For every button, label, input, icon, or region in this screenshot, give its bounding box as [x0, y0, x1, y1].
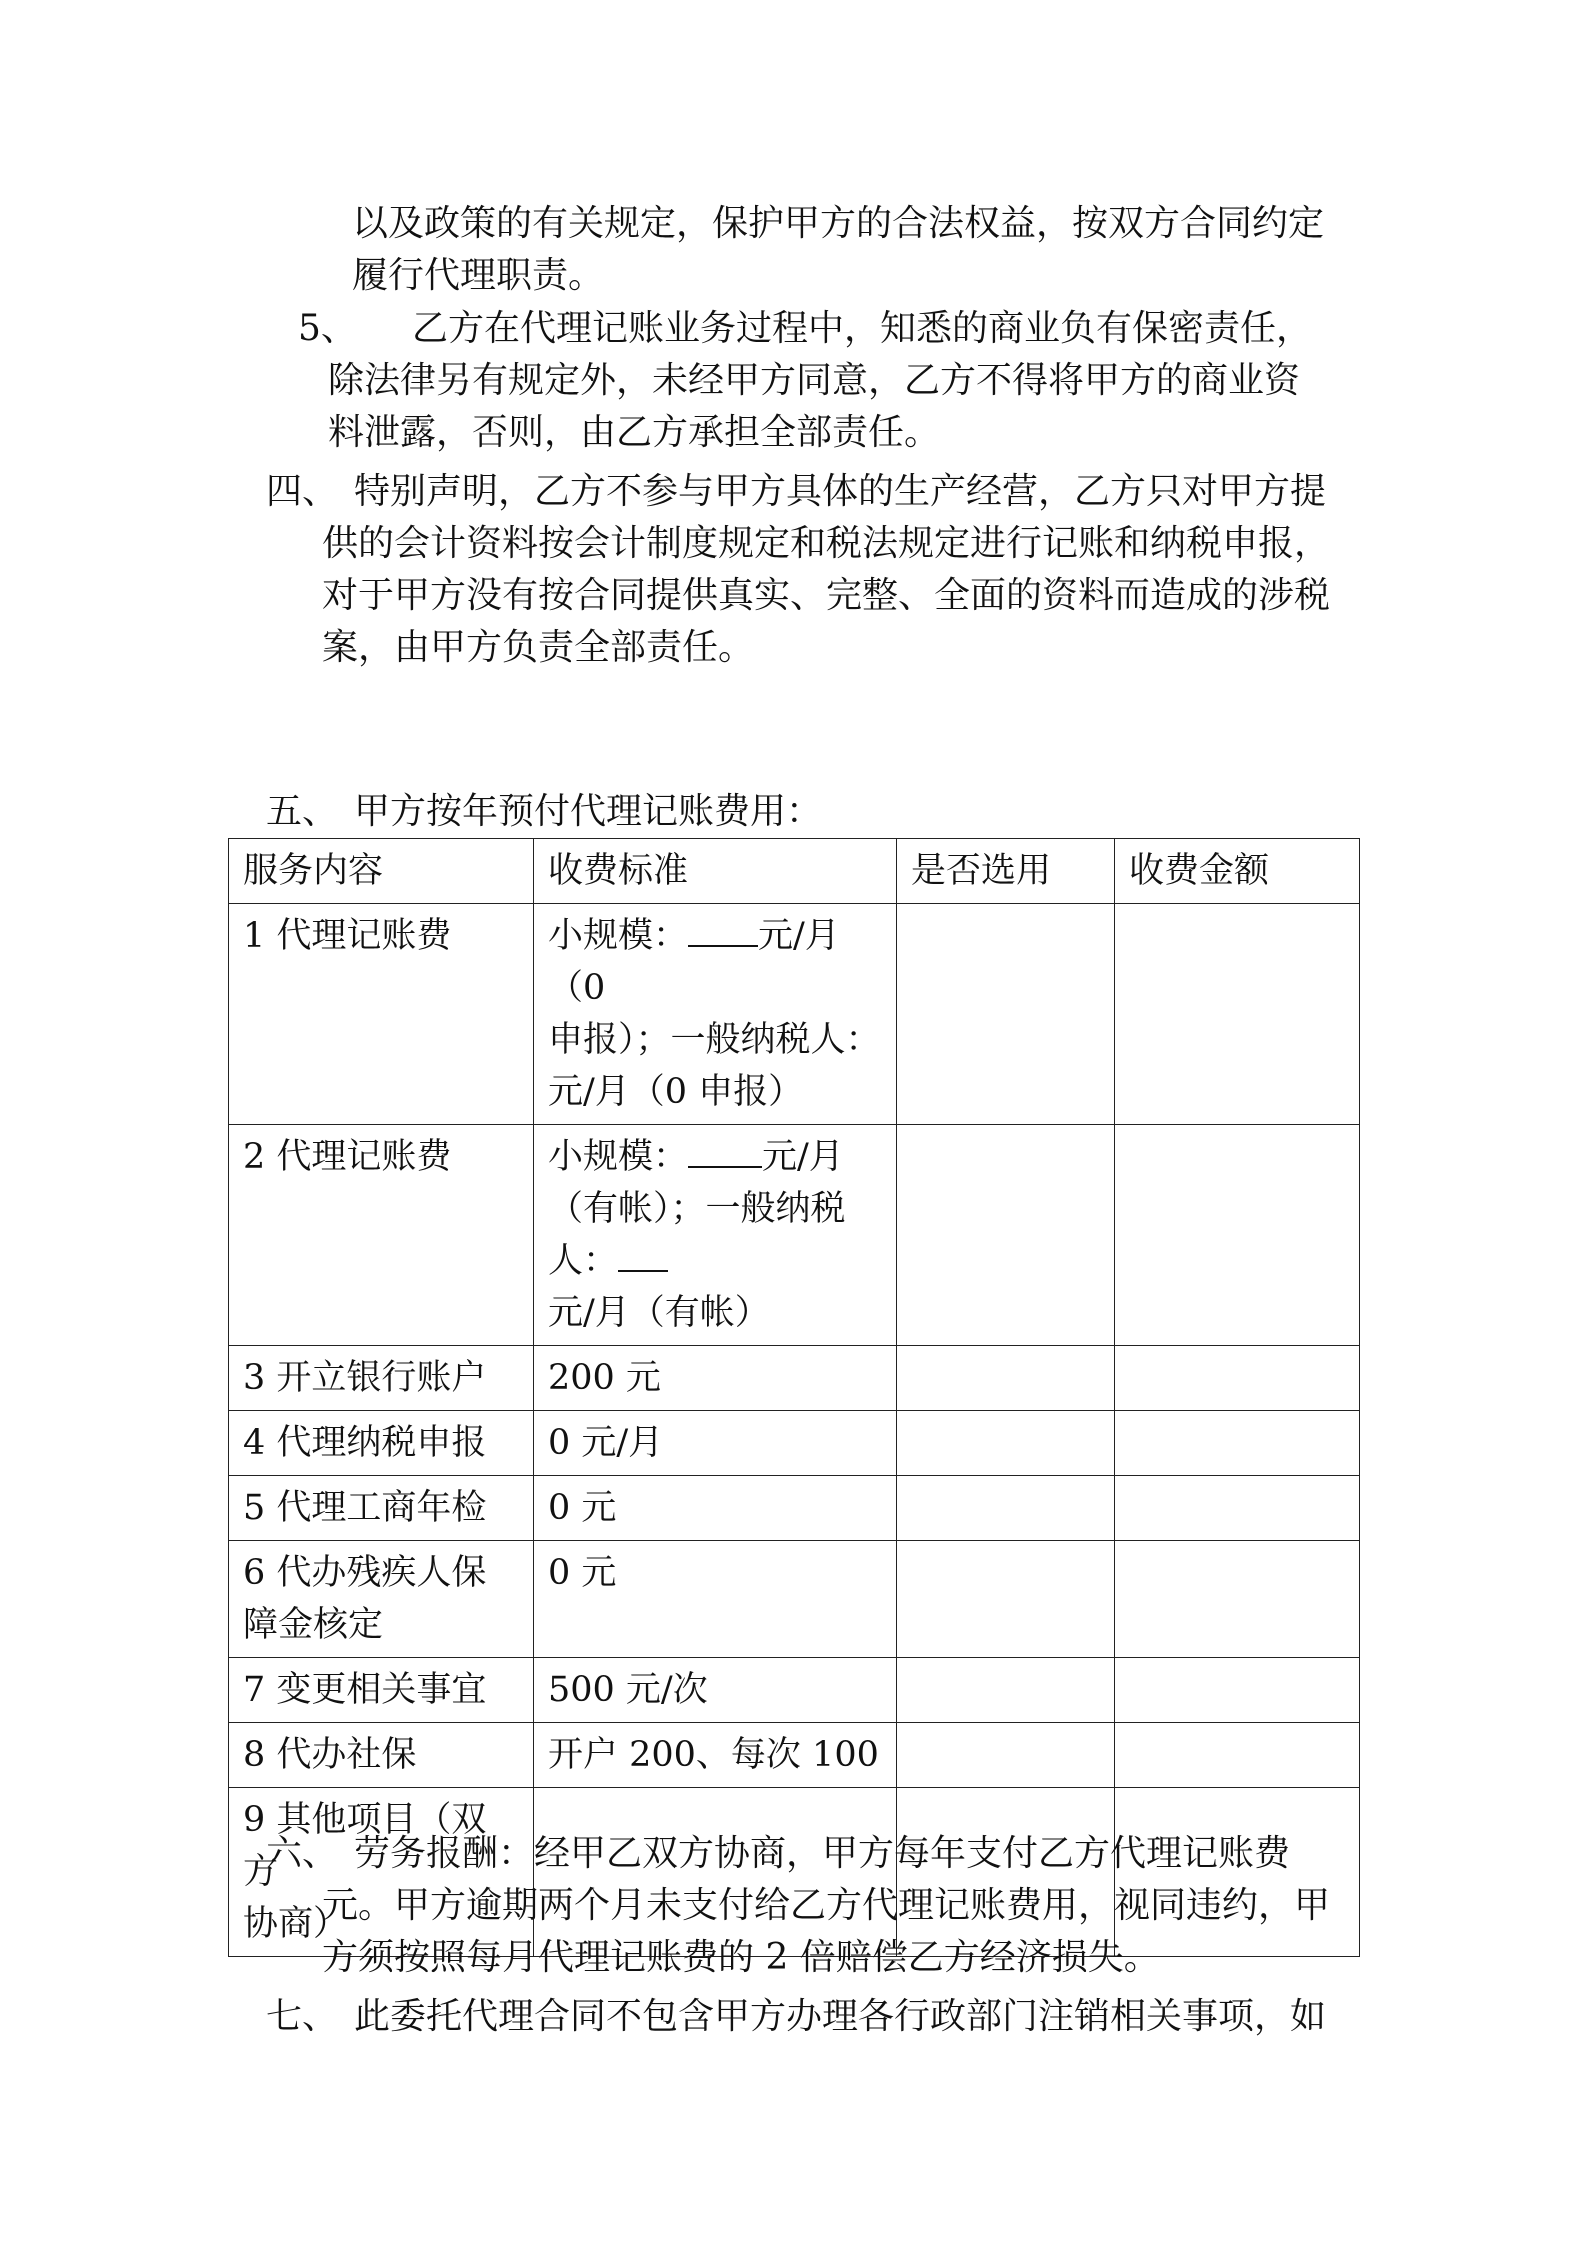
- cell-amount[interactable]: [1115, 1541, 1360, 1658]
- section7-line1: 此委托代理合同不包含甲方办理各行政部门注销相关事项，如: [354, 1996, 1327, 2037]
- item5-number: 5、: [298, 308, 357, 349]
- cell-amount[interactable]: [1115, 1411, 1360, 1476]
- cell-standard: 500 元/次: [534, 1658, 897, 1723]
- cell-service: 5 代理工商年检: [229, 1476, 534, 1541]
- cell-selected[interactable]: [897, 1125, 1115, 1346]
- cell-selected[interactable]: [897, 904, 1115, 1125]
- section6-line2: 元。甲方逾期两个月未支付给乙方代理记账费用，视同违约，甲: [322, 1885, 1331, 1926]
- header-service: 服务内容: [229, 839, 534, 904]
- item5-line1: 乙方在代理记账业务过程中，知悉的商业负有保密责任，: [412, 308, 1313, 349]
- cell-amount[interactable]: [1115, 1476, 1360, 1541]
- cell-service: 4 代理纳税申报: [229, 1411, 534, 1476]
- cell-standard: 0 元: [534, 1476, 897, 1541]
- table-row: [229, 904, 1360, 1125]
- section6-line1: 劳务报酬：经甲乙双方协商，甲方每年支付乙方代理记账费: [354, 1833, 1291, 1874]
- section4-line4: 案，由甲方负责全部责任。: [322, 627, 755, 668]
- service-text: 9 其他项目（双方: [243, 1800, 487, 1892]
- section4-line1: 特别声明，乙方不参与甲方具体的生产经营，乙方只对甲方提: [354, 471, 1327, 512]
- section6-number: 六、: [266, 1833, 339, 1874]
- cell-service: 3 开立银行账户: [229, 1346, 534, 1411]
- standard-text: 小规模：: [548, 916, 689, 956]
- cell-selected[interactable]: [897, 1658, 1115, 1723]
- cell-standard: 0 元/月: [534, 1411, 897, 1476]
- para4-cont-line1: 以及政策的有关规定，保护甲方的合法权益，按双方合同约定: [352, 203, 1325, 244]
- cell-standard: [534, 904, 897, 1125]
- table-row: [229, 1658, 1360, 1723]
- cell-amount[interactable]: [1115, 1658, 1360, 1723]
- cell-service: 8 代办社保: [229, 1723, 534, 1788]
- cell-amount[interactable]: [1115, 904, 1360, 1125]
- cell-service: 7 变更相关事宜: [229, 1658, 534, 1723]
- section4-line2: 供的会计资料按会计制度规定和税法规定进行记账和纳税申报，: [322, 523, 1331, 564]
- table-row: [229, 1476, 1360, 1541]
- standard-text: （有帐）；一般纳税: [548, 1189, 846, 1229]
- service-text: 6 代办残疾人保: [243, 1553, 487, 1593]
- header-amount: 收费金额: [1115, 839, 1360, 904]
- blank-underline: [688, 1134, 762, 1168]
- cell-selected[interactable]: [897, 1346, 1115, 1411]
- table-header-row: [229, 839, 1360, 904]
- cell-selected[interactable]: [897, 1541, 1115, 1658]
- cell-selected[interactable]: [897, 1476, 1115, 1541]
- standard-text: 元/月（0 申报）: [548, 1072, 804, 1112]
- fee-table: [228, 838, 1360, 1957]
- standard-text: 人：: [548, 1241, 619, 1281]
- standard-text: 元/月（0: [548, 916, 840, 1008]
- cell-standard: 0 元: [534, 1541, 897, 1658]
- cell-amount[interactable]: [1115, 1723, 1360, 1788]
- header-standard: 收费标准: [534, 839, 897, 904]
- item5-line3: 料泄露，否则，由乙方承担全部责任。: [328, 412, 941, 453]
- section6-line3: 方须按照每月代理记账费的 2 倍赔偿乙方经济损失。: [322, 1937, 1160, 1978]
- section5-number: 五、: [266, 791, 339, 832]
- section7-number: 七、: [266, 1996, 339, 2037]
- service-text: 障金核定: [243, 1605, 384, 1645]
- cell-amount[interactable]: [1115, 1346, 1360, 1411]
- standard-text: 申报）；一般纳税人：: [548, 1020, 881, 1060]
- cell-service: [229, 1541, 534, 1658]
- section4-line3: 对于甲方没有按合同提供真实、完整、全面的资料而造成的涉税: [322, 575, 1331, 616]
- cell-standard: 开户 200、每次 100: [534, 1723, 897, 1788]
- cell-selected[interactable]: [897, 1723, 1115, 1788]
- section4-number: 四、: [266, 471, 339, 512]
- header-selected: 是否选用: [897, 839, 1115, 904]
- cell-selected[interactable]: [897, 1411, 1115, 1476]
- table-row: [229, 1346, 1360, 1411]
- standard-text: 元/月: [762, 1137, 844, 1177]
- standard-text: 元/月（有帐）: [548, 1293, 770, 1333]
- table-row: [229, 1541, 1360, 1658]
- cell-amount[interactable]: [1115, 1125, 1360, 1346]
- cell-service: 1 代理记账费: [229, 904, 534, 1125]
- standard-text: 小规模：: [548, 1137, 689, 1177]
- cell-service: 2 代理记账费: [229, 1125, 534, 1346]
- cell-standard: [534, 1125, 897, 1346]
- para4-cont-line2: 履行代理职责。: [352, 255, 605, 296]
- table-row: [229, 1125, 1360, 1346]
- section5-title: 甲方按年预付代理记账费用：: [354, 791, 823, 832]
- item5-line2: 除法律另有规定外，未经甲方同意，乙方不得将甲方的商业资: [328, 360, 1301, 401]
- service-text: 协商）: [243, 1904, 349, 1944]
- table-row: [229, 1723, 1360, 1788]
- cell-standard: 200 元: [534, 1346, 897, 1411]
- blank-underline: [618, 1238, 668, 1272]
- blank-underline: [688, 913, 758, 947]
- table-row: [229, 1411, 1360, 1476]
